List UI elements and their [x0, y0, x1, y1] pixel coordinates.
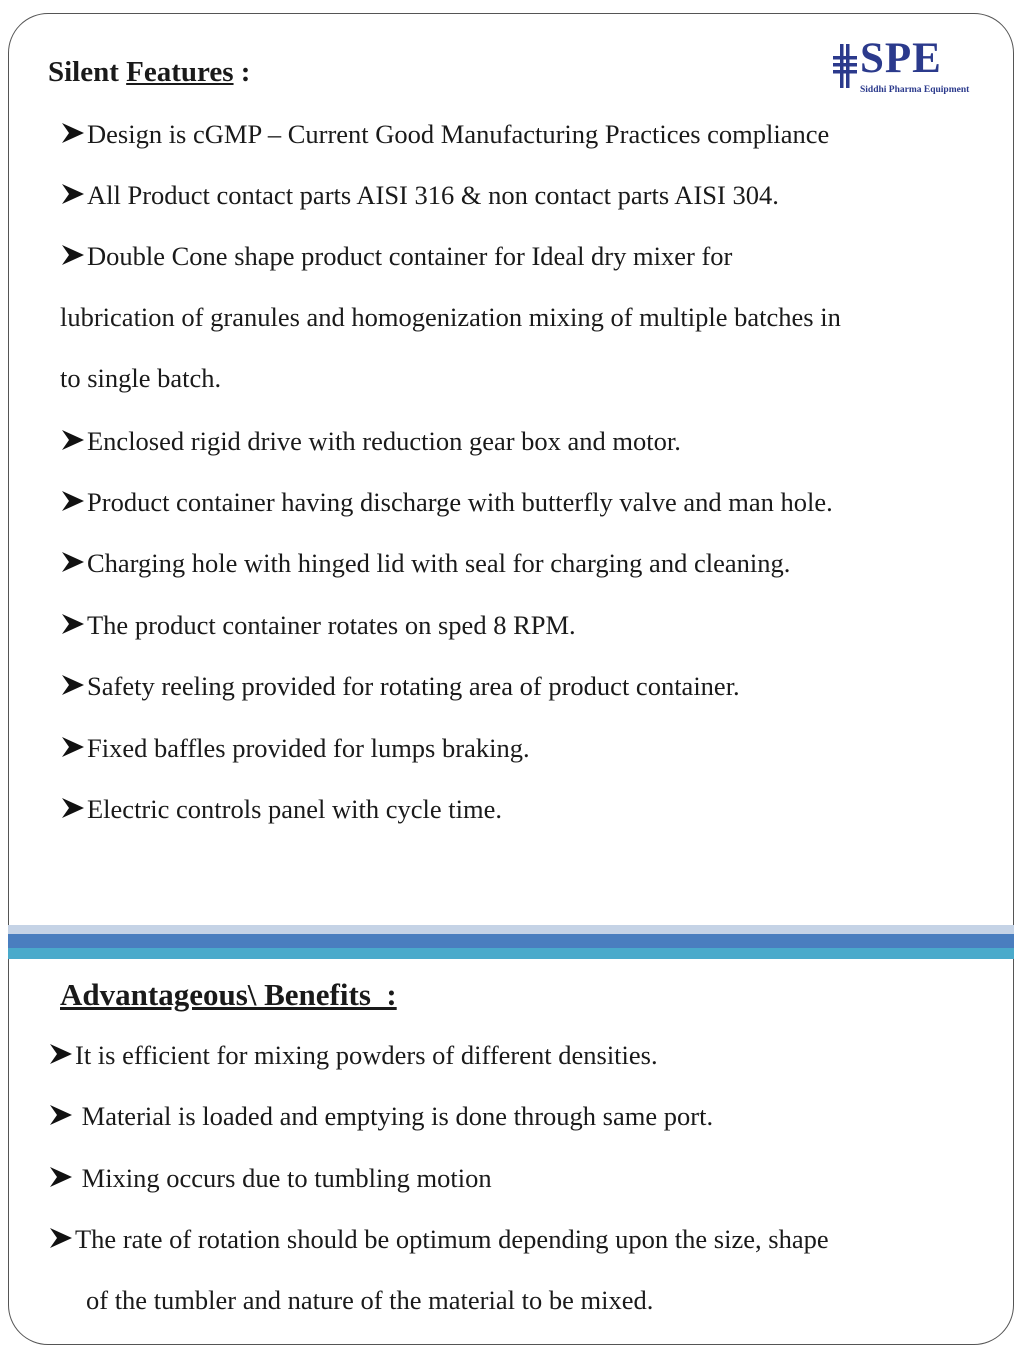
feature-continuation: to single batch. — [60, 363, 222, 393]
logo-subtitle: Siddhi Pharma Equipment — [860, 85, 970, 95]
title-prefix: Silent — [48, 56, 127, 88]
feature-item: Electric controls panel with cycle time. — [60, 795, 502, 823]
arrow-bullet-icon — [60, 549, 86, 575]
arrow-bullet-icon — [60, 611, 86, 637]
feature-item: Charging hole with hinged lid with seal for charging and cleaning. — [60, 549, 790, 577]
advantage-item: Mixing occurs due to tumbling motion — [48, 1164, 492, 1192]
arrow-bullet-icon — [60, 672, 86, 698]
arrow-bullet-icon — [60, 795, 86, 821]
divider-band-light — [8, 925, 1014, 934]
advantages-title: Advantageous\ Benefits : — [60, 977, 397, 1012]
page-title — [48, 56, 250, 89]
title-suffix: : — [233, 56, 251, 88]
arrow-bullet-icon — [60, 427, 86, 453]
feature-item: Design is cGMP – Current Good Manufacturing Practices compliance — [60, 120, 829, 148]
spe-logo — [830, 35, 990, 100]
arrow-bullet-icon — [48, 1164, 74, 1190]
arrow-bullet-icon — [48, 1102, 74, 1128]
arrow-bullet-icon — [60, 734, 86, 760]
arrow-bullet-icon — [60, 488, 86, 514]
advantage-item: The rate of rotation should be optimum depending upon the size, shape — [48, 1225, 829, 1253]
divider-band-blue — [8, 934, 1014, 948]
arrow-bullet-icon — [60, 120, 86, 146]
feature-item: Enclosed rigid drive with reduction gear box and motor. — [60, 427, 681, 455]
logo-text: SPE — [860, 35, 942, 82]
arrow-bullet-icon — [60, 242, 86, 268]
arrow-bullet-icon — [48, 1225, 74, 1251]
advantage-continuation: of the tumbler and nature of the material to be mixed. — [86, 1285, 654, 1315]
feature-item: Safety reeling provided for rotating area of product container. — [60, 672, 740, 700]
feature-item: Double Cone shape product container for Ideal dry mixer for — [60, 242, 732, 270]
feature-item: Product container having discharge with butterfly valve and man hole. — [60, 488, 833, 516]
feature-continuation: lubrication of granules and homogenization mixing of multiple batches in — [60, 302, 841, 332]
feature-item: The product container rotates on sped 8 RPM. — [60, 611, 576, 639]
title-underlined: Features — [126, 56, 234, 88]
arrow-bullet-icon — [60, 181, 86, 207]
feature-item: Fixed baffles provided for lumps braking. — [60, 734, 530, 762]
advantage-item: It is efficient for mixing powders of different densities. — [48, 1041, 658, 1069]
pharma-cross-icon — [830, 44, 858, 88]
arrow-bullet-icon — [48, 1041, 74, 1067]
advantage-item: Material is loaded and emptying is done through same port. — [48, 1102, 713, 1130]
divider-band-teal — [8, 948, 1014, 959]
feature-item: All Product contact parts AISI 316 & non contact parts AISI 304. — [60, 181, 779, 209]
